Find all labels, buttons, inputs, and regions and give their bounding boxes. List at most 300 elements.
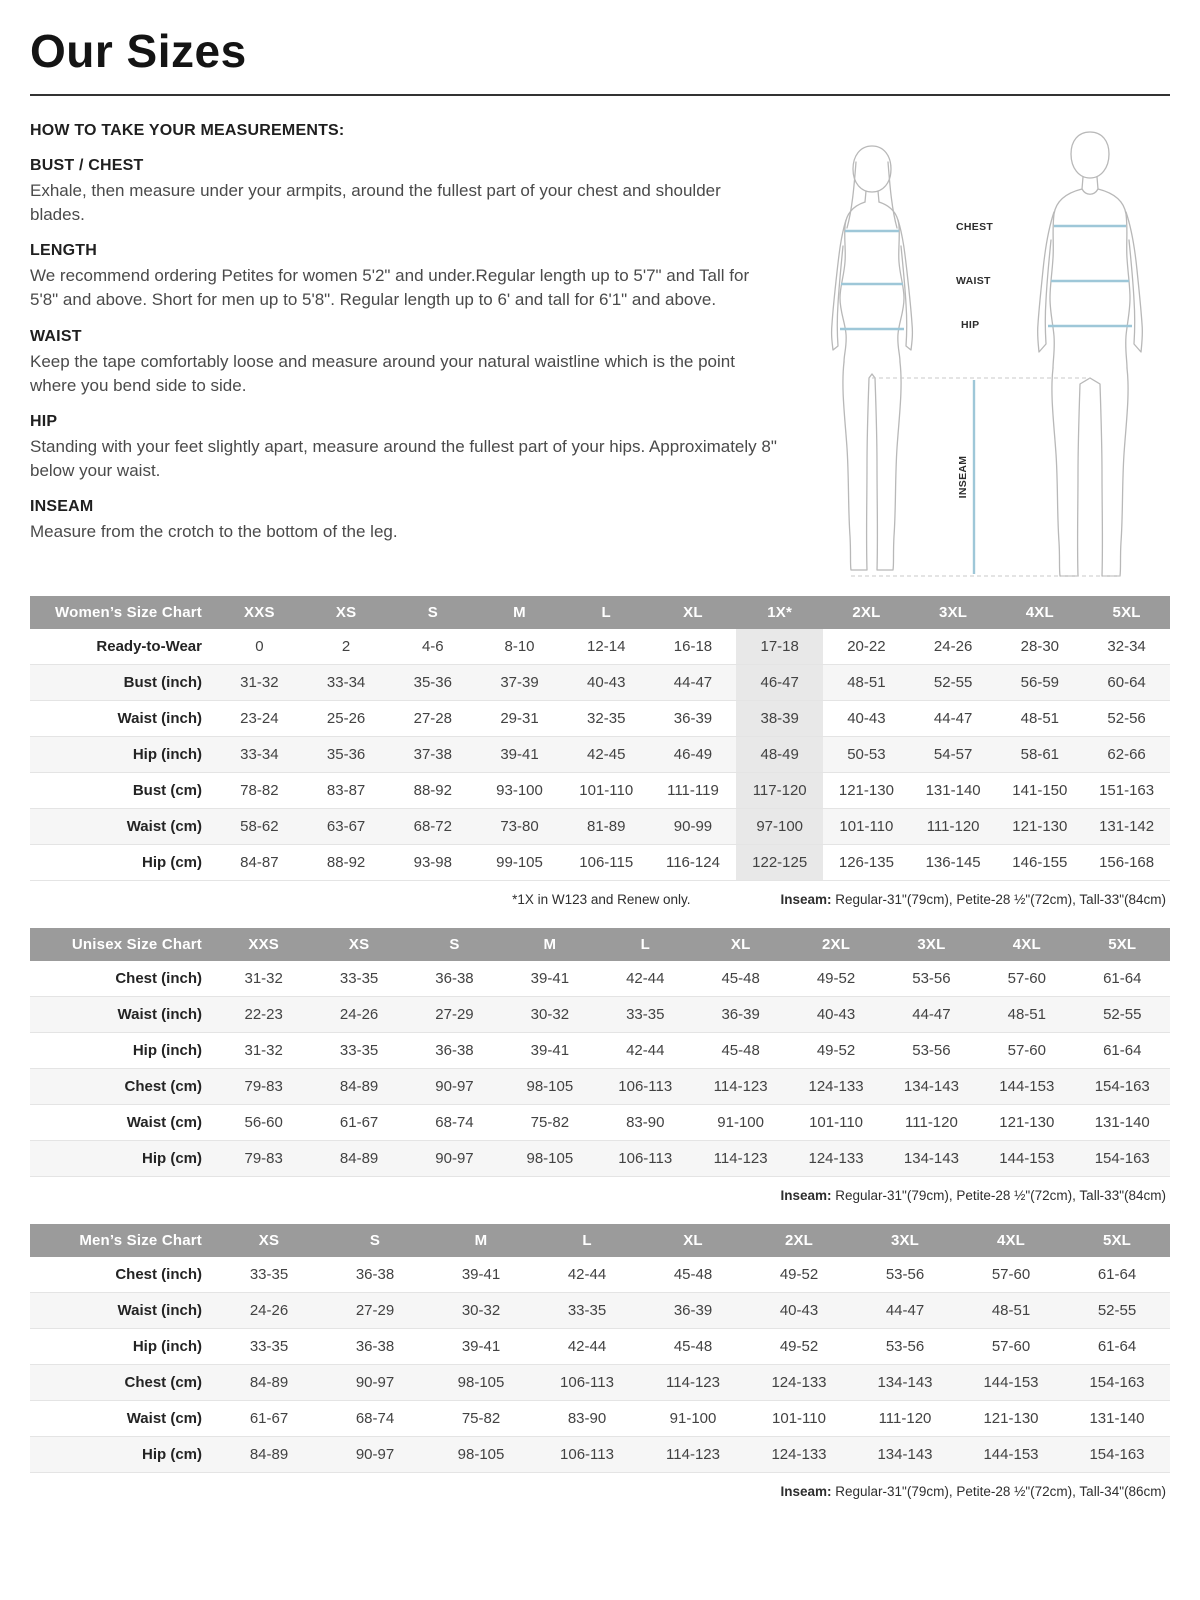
table-cell: 45-48 [640, 1257, 746, 1293]
table-cell: 24-26 [311, 997, 406, 1033]
row-label: Hip (inch) [30, 1033, 216, 1069]
table-cell: 75-82 [502, 1105, 597, 1141]
table-row [30, 737, 1170, 773]
column-header: M [502, 928, 597, 961]
table-cell: 35-36 [389, 665, 476, 701]
column-header: 3XL [852, 1224, 958, 1257]
table-cell: 33-35 [534, 1293, 640, 1329]
table-cell: 131-140 [1064, 1401, 1170, 1437]
table-row [30, 1033, 1170, 1069]
table-cell: 68-72 [389, 809, 476, 845]
table-cell: 146-155 [996, 845, 1083, 881]
row-label: Hip (inch) [30, 737, 216, 773]
table-cell: 46-49 [650, 737, 737, 773]
row-label: Waist (inch) [30, 997, 216, 1033]
table-cell: 45-48 [640, 1329, 746, 1365]
table-cell: 40-43 [746, 1293, 852, 1329]
mens-size-chart [30, 1224, 1170, 1514]
table-cell: 98-105 [502, 1141, 597, 1177]
table-cell: 57-60 [979, 961, 1074, 997]
table-cell: 36-38 [322, 1329, 428, 1365]
table-cell: 154-163 [1064, 1365, 1170, 1401]
instruction-title: WAIST [30, 327, 82, 345]
inseam-label: INSEAM [957, 455, 969, 499]
table-cell: 101-110 [563, 773, 650, 809]
row-label: Chest (cm) [30, 1069, 216, 1105]
column-header: 4XL [979, 928, 1074, 961]
table-cell: 90-99 [650, 809, 737, 845]
table-cell: 30-32 [502, 997, 597, 1033]
table-cell: 25-26 [303, 701, 390, 737]
table-cell: 84-89 [311, 1141, 406, 1177]
footnote-1x: *1X in W123 and Renew only. [512, 892, 691, 907]
table-cell: 131-140 [1075, 1105, 1170, 1141]
measurement-instructions [30, 122, 778, 588]
table-row [30, 1293, 1170, 1329]
table-cell: 27-29 [407, 997, 502, 1033]
table-cell: 84-87 [216, 845, 303, 881]
table-cell: 90-97 [322, 1365, 428, 1401]
table-cell: 134-143 [852, 1365, 958, 1401]
table-row [30, 1401, 1170, 1437]
table-cell: 57-60 [958, 1329, 1064, 1365]
hip-label: HIP [961, 319, 980, 331]
inseam-note-label: Inseam: [780, 1188, 832, 1203]
table-cell: 33-34 [303, 665, 390, 701]
table-row [30, 961, 1170, 997]
table-cell: 62-66 [1083, 737, 1170, 773]
column-header: 1X* [736, 596, 823, 629]
body-measurement-figures [790, 126, 1200, 588]
table-cell: 124-133 [746, 1365, 852, 1401]
table-cell: 114-123 [693, 1141, 788, 1177]
column-header: M [476, 596, 563, 629]
table-cell: 101-110 [788, 1105, 883, 1141]
table-cell: 84-89 [311, 1069, 406, 1105]
table-cell: 75-82 [428, 1401, 534, 1437]
page-title: Our Sizes [30, 25, 247, 77]
table-cell: 56-59 [996, 665, 1083, 701]
table-cell: 48-51 [823, 665, 910, 701]
table-cell: 36-38 [407, 1033, 502, 1069]
table-cell: 52-56 [1083, 701, 1170, 737]
column-header: XS [303, 596, 390, 629]
table-cell: 33-35 [311, 1033, 406, 1069]
table-cell: 134-143 [884, 1141, 979, 1177]
table-cell: 44-47 [910, 701, 997, 737]
table-cell: 38-39 [736, 701, 823, 737]
table-cell: 68-74 [407, 1105, 502, 1141]
instruction-body: Standing with your feet slightly apart, measure around the fullest part of your hips. Approximately 8" below your waist. [30, 436, 777, 480]
table-cell: 39-41 [502, 1033, 597, 1069]
column-header: 2XL [823, 596, 910, 629]
table-cell: 28-30 [996, 629, 1083, 665]
table-cell: 31-32 [216, 665, 303, 701]
table-cell: 114-123 [640, 1365, 746, 1401]
table-cell: 12-14 [563, 629, 650, 665]
table-cell: 144-153 [979, 1141, 1074, 1177]
instruction-body: Exhale, then measure under your armpits, around the fullest part of your chest and shoulder blades. [30, 181, 721, 225]
table-cell: 39-41 [428, 1257, 534, 1293]
table-footnotes [30, 1473, 1170, 1514]
table-row [30, 1437, 1170, 1473]
table-cell: 37-38 [389, 737, 476, 773]
table-cell: 144-153 [979, 1069, 1074, 1105]
instruction-section [30, 413, 778, 483]
table-cell: 88-92 [389, 773, 476, 809]
womens-size-chart [30, 596, 1170, 922]
table-cell: 63-67 [303, 809, 390, 845]
row-label: Waist (cm) [30, 1401, 216, 1437]
table-cell: 60-64 [1083, 665, 1170, 701]
table-cell: 49-52 [788, 961, 883, 997]
table-cell: 31-32 [216, 961, 311, 997]
inseam-note-label: Inseam: [780, 1484, 832, 1499]
column-header: XS [311, 928, 406, 961]
table-cell: 144-153 [958, 1437, 1064, 1473]
table-cell: 44-47 [884, 997, 979, 1033]
table-cell: 97-100 [736, 809, 823, 845]
column-header: XL [640, 1224, 746, 1257]
table-cell: 2 [303, 629, 390, 665]
table-row [30, 1365, 1170, 1401]
table-cell: 111-120 [852, 1401, 958, 1437]
table-cell: 48-51 [958, 1293, 1064, 1329]
table-cell: 44-47 [852, 1293, 958, 1329]
table-cell: 91-100 [693, 1105, 788, 1141]
table-cell: 35-36 [303, 737, 390, 773]
table-cell: 144-153 [958, 1365, 1064, 1401]
table-cell: 58-61 [996, 737, 1083, 773]
table-cell: 124-133 [788, 1141, 883, 1177]
inseam-note: Inseam: Regular-31"(79cm), Petite-28 ½"(72cm), Tall-33"(84cm) [780, 892, 1166, 907]
row-label: Chest (cm) [30, 1365, 216, 1401]
table-cell: 48-51 [979, 997, 1074, 1033]
table-cell: 4-6 [389, 629, 476, 665]
table-cell: 53-56 [884, 1033, 979, 1069]
table-cell: 84-89 [216, 1365, 322, 1401]
row-label: Waist (cm) [30, 809, 216, 845]
table-cell: 121-130 [823, 773, 910, 809]
table-cell: 61-64 [1075, 961, 1170, 997]
table-cell: 121-130 [996, 809, 1083, 845]
column-header: 5XL [1064, 1224, 1170, 1257]
table-cell: 53-56 [884, 961, 979, 997]
table-cell: 90-97 [407, 1069, 502, 1105]
unisex-table [30, 928, 1170, 1177]
table-cell: 117-120 [736, 773, 823, 809]
table-cell: 141-150 [996, 773, 1083, 809]
table-row [30, 629, 1170, 665]
table-row [30, 1141, 1170, 1177]
table-cell: 39-41 [476, 737, 563, 773]
table-cell: 56-60 [216, 1105, 311, 1141]
row-label: Chest (inch) [30, 961, 216, 997]
table-cell: 154-163 [1075, 1141, 1170, 1177]
table-cell: 58-62 [216, 809, 303, 845]
table-cell: 61-64 [1064, 1329, 1170, 1365]
table-row [30, 1069, 1170, 1105]
table-cell: 36-39 [693, 997, 788, 1033]
table-cell: 40-43 [823, 701, 910, 737]
column-header: XS [216, 1224, 322, 1257]
table-row [30, 773, 1170, 809]
inseam-note-label: Inseam: [780, 892, 832, 907]
table-cell: 83-90 [534, 1401, 640, 1437]
instruction-title: LENGTH [30, 242, 97, 260]
instruction-section [30, 328, 778, 398]
table-cell: 52-55 [1064, 1293, 1170, 1329]
instructions-heading: HOW TO TAKE YOUR MEASUREMENTS: [30, 122, 345, 139]
row-label: Hip (inch) [30, 1329, 216, 1365]
table-cell: 106-115 [563, 845, 650, 881]
table-cell: 49-52 [746, 1329, 852, 1365]
table-cell: 98-105 [428, 1365, 534, 1401]
table-cell: 90-97 [322, 1437, 428, 1473]
womens-table [30, 596, 1170, 881]
title-divider [30, 94, 1170, 96]
table-cell: 57-60 [958, 1257, 1064, 1293]
table-cell: 49-52 [788, 1033, 883, 1069]
measurement-diagram [790, 122, 1200, 588]
table-cell: 42-44 [598, 1033, 693, 1069]
table-footnotes [30, 1177, 1170, 1218]
table-cell: 131-142 [1083, 809, 1170, 845]
table-cell: 99-105 [476, 845, 563, 881]
table-cell: 93-98 [389, 845, 476, 881]
column-header: 5XL [1083, 596, 1170, 629]
column-header: 2XL [746, 1224, 852, 1257]
table-cell: 156-168 [1083, 845, 1170, 881]
table-cell: 114-123 [640, 1437, 746, 1473]
table-cell: 33-35 [216, 1329, 322, 1365]
table-cell: 46-47 [736, 665, 823, 701]
table-cell: 106-113 [598, 1069, 693, 1105]
column-header: 5XL [1075, 928, 1170, 961]
table-cell: 27-29 [322, 1293, 428, 1329]
table-cell: 39-41 [428, 1329, 534, 1365]
table-cell: 36-38 [322, 1257, 428, 1293]
table-cell: 93-100 [476, 773, 563, 809]
table-cell: 124-133 [788, 1069, 883, 1105]
table-cell: 114-123 [693, 1069, 788, 1105]
instruction-section [30, 498, 778, 544]
table-cell: 98-105 [428, 1437, 534, 1473]
mens-table [30, 1224, 1170, 1473]
table-cell: 73-80 [476, 809, 563, 845]
size-tables [30, 596, 1170, 1514]
man-figure [1038, 132, 1143, 576]
instruction-body: We recommend ordering Petites for women 5'2" and under.Regular length up to 5'7" and Tall for 5'8" and above. Short for men up to 5'8". Regular length up to 6' and tall for 6'1" and above. [30, 266, 750, 310]
table-row [30, 1257, 1170, 1293]
table-cell: 48-51 [996, 701, 1083, 737]
table-cell: 131-140 [910, 773, 997, 809]
row-label: Bust (cm) [30, 773, 216, 809]
table-cell: 106-113 [534, 1365, 640, 1401]
table-cell: 136-145 [910, 845, 997, 881]
column-header: XXS [216, 596, 303, 629]
table-cell: 23-24 [216, 701, 303, 737]
table-cell: 79-83 [216, 1069, 311, 1105]
measurement-guide [30, 122, 1170, 588]
table-cell: 83-90 [598, 1105, 693, 1141]
table-cell: 78-82 [216, 773, 303, 809]
table-row [30, 665, 1170, 701]
table-cell: 101-110 [746, 1401, 852, 1437]
table-cell: 45-48 [693, 1033, 788, 1069]
table-cell: 17-18 [736, 629, 823, 665]
table-cell: 61-67 [311, 1105, 406, 1141]
table-cell: 36-38 [407, 961, 502, 997]
table-cell: 36-39 [650, 701, 737, 737]
table-cell: 79-83 [216, 1141, 311, 1177]
column-header: 4XL [958, 1224, 1064, 1257]
instruction-body: Measure from the crotch to the bottom of the leg. [30, 522, 398, 541]
row-label: Chest (inch) [30, 1257, 216, 1293]
table-cell: 52-55 [1075, 997, 1170, 1033]
row-label: Waist (inch) [30, 1293, 216, 1329]
instruction-title: INSEAM [30, 498, 94, 515]
unisex-size-chart [30, 928, 1170, 1218]
table-cell: 106-113 [598, 1141, 693, 1177]
table-cell: 83-87 [303, 773, 390, 809]
table-cell: 154-163 [1064, 1437, 1170, 1473]
table-cell: 121-130 [979, 1105, 1074, 1141]
table-cell: 116-124 [650, 845, 737, 881]
table-cell: 22-23 [216, 997, 311, 1033]
column-header: XXS [216, 928, 311, 961]
row-label: Hip (cm) [30, 1141, 216, 1177]
table-cell: 42-44 [534, 1329, 640, 1365]
table-cell: 33-35 [598, 997, 693, 1033]
instruction-section [30, 242, 778, 312]
table-cell: 50-53 [823, 737, 910, 773]
row-label: Waist (inch) [30, 701, 216, 737]
column-header: M [428, 1224, 534, 1257]
table-title: Unisex Size Chart [30, 928, 216, 961]
table-cell: 39-41 [502, 961, 597, 997]
table-cell: 36-39 [640, 1293, 746, 1329]
table-cell: 32-34 [1083, 629, 1170, 665]
table-cell: 111-120 [910, 809, 997, 845]
table-cell: 68-74 [322, 1401, 428, 1437]
column-header: 2XL [788, 928, 883, 961]
table-cell: 134-143 [852, 1437, 958, 1473]
table-row [30, 701, 1170, 737]
table-cell: 154-163 [1075, 1069, 1170, 1105]
table-row [30, 845, 1170, 881]
table-cell: 90-97 [407, 1141, 502, 1177]
table-cell: 57-60 [979, 1033, 1074, 1069]
table-cell: 52-55 [910, 665, 997, 701]
table-cell: 84-89 [216, 1437, 322, 1473]
column-header: L [563, 596, 650, 629]
table-cell: 151-163 [1083, 773, 1170, 809]
table-cell: 42-45 [563, 737, 650, 773]
table-cell: 122-125 [736, 845, 823, 881]
table-cell: 31-32 [216, 1033, 311, 1069]
table-cell: 42-44 [534, 1257, 640, 1293]
column-header: 3XL [910, 596, 997, 629]
table-cell: 126-135 [823, 845, 910, 881]
table-title: Men’s Size Chart [30, 1224, 216, 1257]
inseam-note: Inseam: Regular-31"(79cm), Petite-28 ½"(72cm), Tall-34"(86cm) [780, 1484, 1166, 1499]
column-header: 4XL [996, 596, 1083, 629]
table-cell: 111-119 [650, 773, 737, 809]
table-cell: 48-49 [736, 737, 823, 773]
column-header: XL [693, 928, 788, 961]
instruction-sections [30, 157, 778, 544]
table-cell: 29-31 [476, 701, 563, 737]
table-cell: 30-32 [428, 1293, 534, 1329]
table-title: Women’s Size Chart [30, 596, 216, 629]
row-label: Hip (cm) [30, 845, 216, 881]
table-cell: 91-100 [640, 1401, 746, 1437]
table-cell: 61-64 [1075, 1033, 1170, 1069]
column-header: S [389, 596, 476, 629]
table-cell: 121-130 [958, 1401, 1064, 1437]
table-cell: 32-35 [563, 701, 650, 737]
table-cell: 49-52 [746, 1257, 852, 1293]
table-cell: 45-48 [693, 961, 788, 997]
table-cell: 8-10 [476, 629, 563, 665]
table-cell: 33-34 [216, 737, 303, 773]
table-row [30, 809, 1170, 845]
table-cell: 106-113 [534, 1437, 640, 1473]
table-cell: 20-22 [823, 629, 910, 665]
table-cell: 61-67 [216, 1401, 322, 1437]
table-row [30, 997, 1170, 1033]
table-cell: 27-28 [389, 701, 476, 737]
woman-figure [832, 146, 913, 570]
column-header: S [322, 1224, 428, 1257]
table-cell: 33-35 [311, 961, 406, 997]
instruction-section [30, 157, 778, 227]
column-header: L [534, 1224, 640, 1257]
instruction-body: Keep the tape comfortably loose and measure around your natural waistline which is the point where you bend side to side. [30, 351, 735, 395]
waist-label: WAIST [956, 275, 991, 287]
chest-label: CHEST [956, 221, 994, 233]
table-cell: 0 [216, 629, 303, 665]
row-label: Bust (inch) [30, 665, 216, 701]
row-label: Hip (cm) [30, 1437, 216, 1473]
table-cell: 61-64 [1064, 1257, 1170, 1293]
table-cell: 54-57 [910, 737, 997, 773]
row-label: Waist (cm) [30, 1105, 216, 1141]
instruction-title: HIP [30, 412, 58, 430]
instruction-title: BUST / CHEST [30, 157, 144, 174]
inseam-note: Inseam: Regular-31"(79cm), Petite-28 ½"(72cm), Tall-33"(84cm) [780, 1188, 1166, 1203]
table-footnotes [30, 881, 1170, 922]
table-cell: 24-26 [216, 1293, 322, 1329]
table-cell: 124-133 [746, 1437, 852, 1473]
table-cell: 33-35 [216, 1257, 322, 1293]
table-cell: 111-120 [884, 1105, 979, 1141]
table-cell: 53-56 [852, 1257, 958, 1293]
table-cell: 98-105 [502, 1069, 597, 1105]
table-cell: 40-43 [563, 665, 650, 701]
table-cell: 44-47 [650, 665, 737, 701]
table-cell: 40-43 [788, 997, 883, 1033]
column-header: S [407, 928, 502, 961]
table-cell: 53-56 [852, 1329, 958, 1365]
row-label: Ready-to-Wear [30, 629, 216, 665]
table-cell: 24-26 [910, 629, 997, 665]
column-header: L [598, 928, 693, 961]
table-cell: 81-89 [563, 809, 650, 845]
table-cell: 37-39 [476, 665, 563, 701]
column-header: XL [650, 596, 737, 629]
